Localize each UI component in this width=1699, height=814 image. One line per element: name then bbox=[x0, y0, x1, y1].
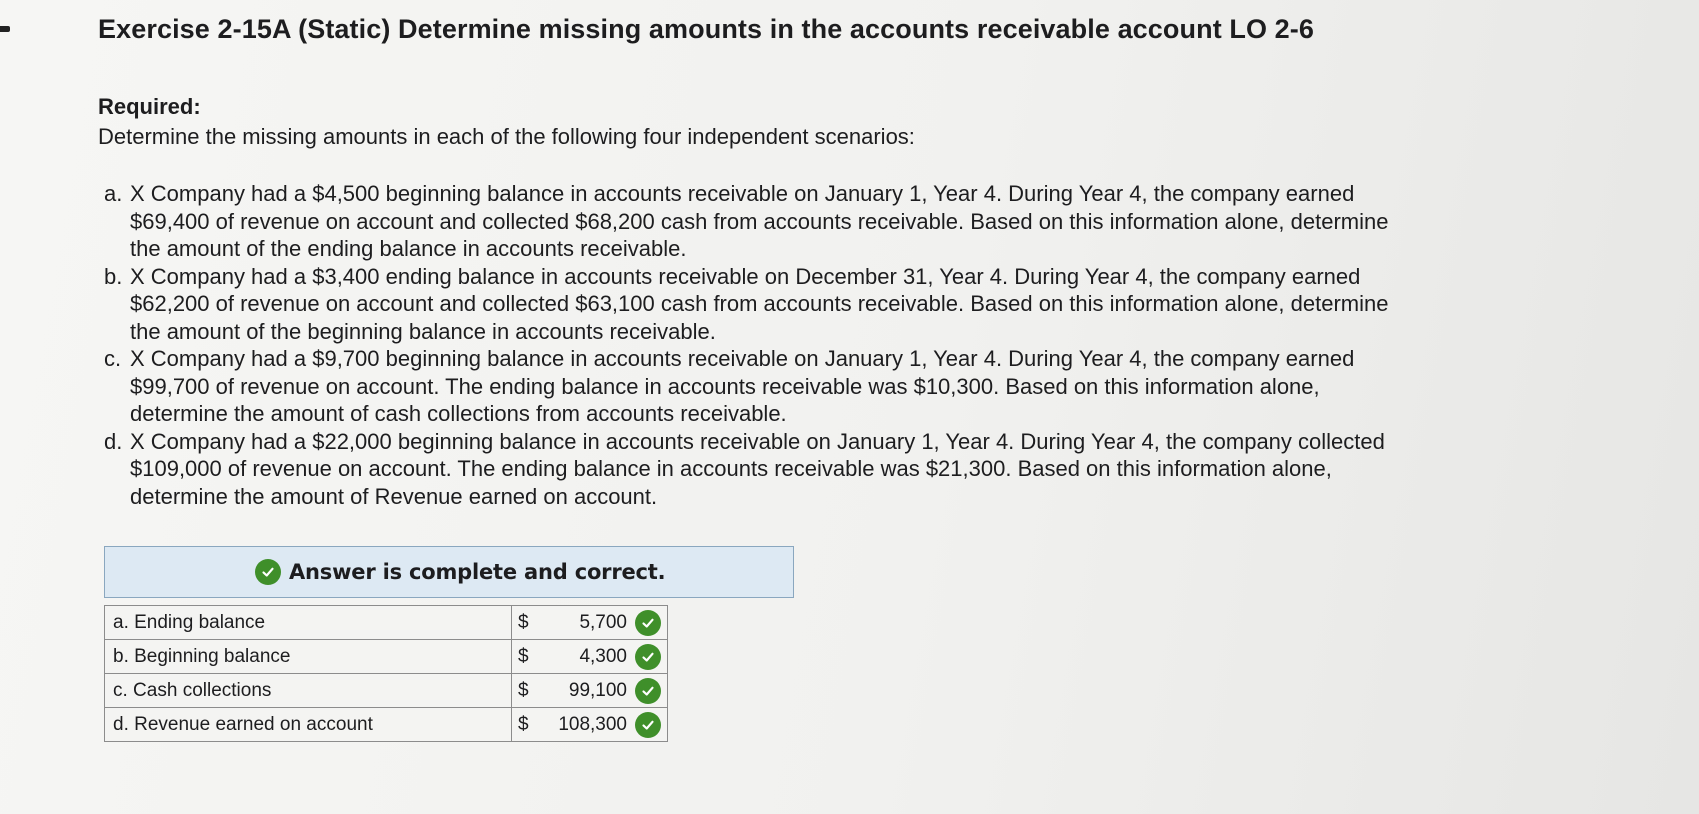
scenario-text bbox=[130, 263, 1550, 346]
scenario-text bbox=[130, 428, 1550, 511]
scenario-line: $109,000 of revenue on account. The ending balance in accounts receivable was $21,300. Based on this information alone, bbox=[130, 456, 1332, 481]
answer-label: c. Cash collections bbox=[105, 674, 512, 708]
currency-symbol: $ bbox=[518, 680, 529, 701]
scenario-b bbox=[98, 263, 1538, 346]
scenario-a bbox=[98, 180, 1538, 263]
answer-label: a. Ending balance bbox=[105, 606, 512, 640]
required-label: Required: bbox=[98, 94, 201, 119]
scenario-d bbox=[98, 428, 1538, 511]
edge-marker bbox=[0, 26, 10, 32]
banner-content bbox=[255, 559, 665, 585]
scenario-line: the amount of the beginning balance in accounts receivable. bbox=[130, 318, 716, 344]
answer-value-cell bbox=[512, 640, 668, 674]
scenario-letter: b. bbox=[104, 263, 123, 289]
answer-value-cell bbox=[512, 708, 668, 742]
answer-amount: 99,100 bbox=[568, 680, 627, 701]
scenario-list bbox=[98, 180, 1538, 510]
scenario-line: determine the amount of Revenue earned on account. bbox=[130, 483, 658, 509]
scenario-text bbox=[130, 180, 1550, 263]
instructions-text: Determine the missing amounts in each of the following four independent scenarios: bbox=[98, 124, 915, 149]
currency-symbol: $ bbox=[518, 612, 529, 633]
check-circle-icon bbox=[635, 712, 661, 738]
scenario-text bbox=[130, 345, 1550, 428]
answer-label: d. Revenue earned on account bbox=[105, 708, 512, 742]
table-row bbox=[105, 674, 668, 708]
check-circle-icon bbox=[635, 678, 661, 704]
exercise-title: Exercise 2-15A (Static) Determine missing amounts in the accounts receivable account LO 2-6 bbox=[98, 14, 1315, 44]
answer-table bbox=[104, 605, 668, 742]
answer-amount: 4,300 bbox=[579, 646, 627, 667]
scenario-line: $62,200 of revenue on account and collected $63,100 cash from accounts receivable. Based on this information alone, determine bbox=[130, 291, 1389, 316]
check-circle-icon bbox=[635, 610, 661, 636]
table-row bbox=[105, 606, 668, 640]
check-circle-icon bbox=[635, 644, 661, 670]
answer-amount: 5,700 bbox=[579, 612, 627, 633]
scenario-letter: c. bbox=[104, 346, 122, 371]
table-row bbox=[105, 708, 668, 742]
banner-text: Answer is complete and correct. bbox=[289, 560, 666, 584]
answer-value-cell bbox=[512, 674, 668, 708]
answer-label: b. Beginning balance bbox=[105, 640, 512, 674]
answer-value-cell bbox=[512, 606, 668, 640]
scenario-line: $69,400 of revenue on account and collected $68,200 cash from accounts receivable. Based on this information alone, determine bbox=[130, 208, 1389, 234]
check-circle-icon bbox=[255, 559, 281, 585]
currency-symbol: $ bbox=[518, 646, 529, 667]
table-row bbox=[105, 640, 668, 674]
scenario-line: X Company had a $22,000 beginning balance in accounts receivable on January 1, Year 4. During Year 4, the company collected bbox=[130, 428, 1385, 454]
scenario-line: the amount of the ending balance in accounts receivable. bbox=[130, 236, 687, 261]
scenario-line: X Company had a $9,700 beginning balance in accounts receivable on January 1, Year 4. During Year 4, the company earned bbox=[130, 346, 1355, 371]
scenario-letter: d. bbox=[104, 428, 123, 454]
scenario-line: X Company had a $4,500 beginning balance in accounts receivable on January 1, Year 4. During Year 4, the company earned bbox=[130, 181, 1355, 206]
answer-status-banner bbox=[104, 546, 794, 598]
scenario-line: determine the amount of cash collections from accounts receivable. bbox=[130, 401, 787, 426]
scenario-c bbox=[98, 345, 1538, 428]
scenario-line: $99,700 of revenue on account. The ending balance in accounts receivable was $10,300. Based on this information alone, bbox=[130, 373, 1320, 399]
scenario-line: X Company had a $3,400 ending balance in accounts receivable on December 31, Year 4. During Year 4, the company earned bbox=[130, 263, 1361, 289]
answer-amount: 108,300 bbox=[558, 714, 627, 735]
currency-symbol: $ bbox=[518, 714, 529, 735]
scenario-letter: a. bbox=[104, 181, 123, 206]
